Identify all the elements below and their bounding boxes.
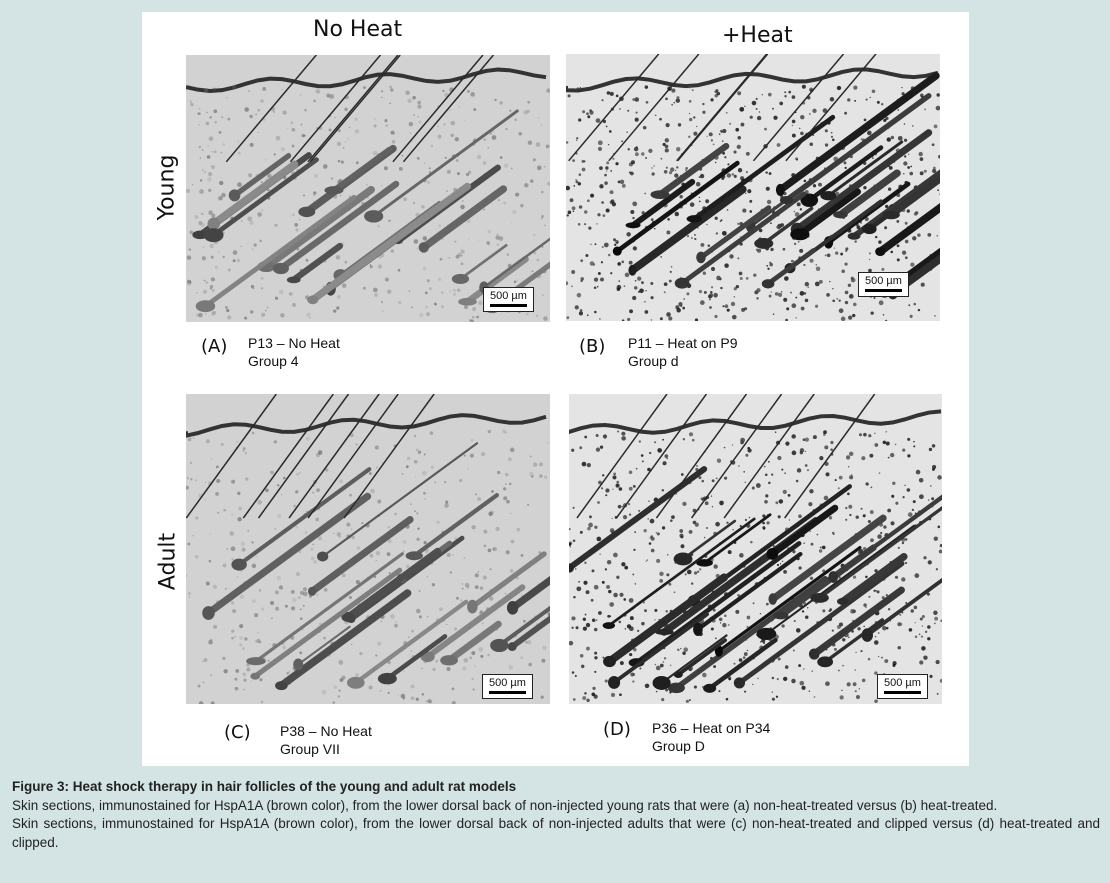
panel-sample: P11 – Heat on P9 <box>628 335 738 351</box>
figure-caption <box>12 778 1100 852</box>
panel-group: Group 4 <box>248 353 299 369</box>
scale-bar-label: 500 µm <box>865 275 902 287</box>
scale-bar-label: 500 µm <box>490 290 527 302</box>
panel-letter-b: (B) <box>579 336 606 357</box>
column-header-no-heat: No Heat <box>313 17 403 42</box>
row-label-young: Young <box>154 154 180 221</box>
panel-description-d <box>652 719 770 755</box>
caption-paragraph-2: Skin sections, immunostained for HspA1A (brown color), from the lower dorsal back of non-injected adults that were (c) non-heat-treated and clipped versus (d) heat-treated and clipped. <box>12 816 1100 850</box>
scale-bar-line <box>490 304 527 307</box>
panel-sample: P36 – Heat on P34 <box>652 720 771 736</box>
panel-sample: P13 – No Heat <box>248 335 340 351</box>
scale-bar-c <box>482 674 533 699</box>
panel-sample: P38 – No Heat <box>280 723 372 739</box>
panel-group: Group d <box>628 353 679 369</box>
panel-group: Group D <box>652 738 705 754</box>
panel-description-a <box>248 334 340 370</box>
micrograph-d <box>569 394 942 704</box>
micrograph-a <box>186 55 550 322</box>
caption-paragraph-1: Skin sections, immunostained for HspA1A (brown color), from the lower dorsal back of non-injected young rats that were (a) non-heat-treated versus (b) heat-treated. <box>12 797 998 813</box>
scale-bar-line <box>884 691 921 694</box>
scale-bar-label: 500 µm <box>489 677 526 689</box>
scale-bar-line <box>489 691 526 694</box>
scale-bar-a <box>483 287 534 312</box>
scale-bar-d <box>877 674 928 699</box>
scale-bar-label: 500 µm <box>884 677 921 689</box>
scale-bar-line <box>865 289 902 292</box>
panel-letter-d: (D) <box>603 719 631 740</box>
micrograph-c <box>186 394 550 704</box>
panel-letter-c: (C) <box>224 722 251 743</box>
column-header-heat: +Heat <box>722 23 793 48</box>
panel-letter-a: (A) <box>201 336 228 357</box>
row-label-adult: Adult <box>155 532 181 591</box>
scale-bar-b <box>858 272 909 297</box>
panel-description-b <box>628 334 737 370</box>
panel-group: Group VII <box>280 741 340 757</box>
figure-panel <box>142 12 969 766</box>
caption-title: Figure 3: Heat shock therapy in hair follicles of the young and adult rat models <box>12 779 517 794</box>
panel-description-c <box>280 722 372 758</box>
